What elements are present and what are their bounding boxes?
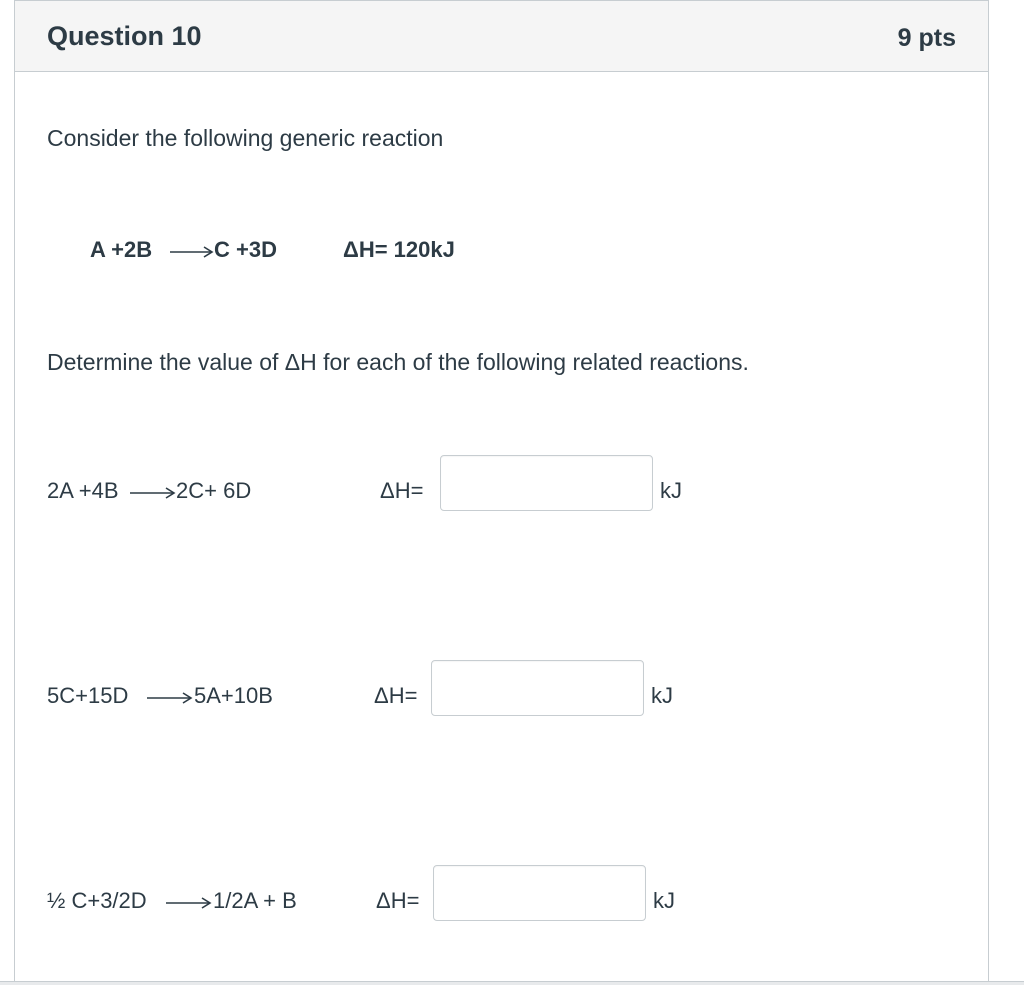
question-points: 9 pts (897, 24, 956, 52)
reaction-3-reactants: ½ C+3/2D (47, 888, 147, 913)
reaction-2-reactants: 5C+15D (47, 683, 129, 708)
reaction-2-products: 5A+10B (194, 683, 273, 708)
page-bottom-divider (0, 981, 1024, 985)
main-reaction-reactants: A +2B (90, 237, 153, 262)
main-reaction-delta-h: ΔH= 120kJ (343, 237, 455, 262)
reaction-arrow-icon (165, 896, 213, 910)
reaction-2-unit: kJ (651, 683, 673, 708)
question-header (15, 1, 988, 72)
reaction-arrow-icon (146, 691, 194, 705)
reaction-2-delta-label: ΔH= (374, 683, 418, 708)
reaction-3-unit: kJ (653, 888, 675, 913)
reaction-1-delta-label: ΔH= (380, 478, 424, 503)
reaction-1-products: 2C+ 6D (176, 478, 252, 503)
intro-text: Consider the following generic reaction (47, 125, 444, 151)
question-title: Question 10 (47, 21, 202, 51)
reaction-3-delta-label: ΔH= (376, 888, 420, 913)
main-reaction-products: C +3D (214, 237, 277, 262)
reaction-1-reactants: 2A +4B (47, 478, 119, 503)
reaction-1-unit: kJ (660, 478, 682, 503)
reaction-arrow-icon (169, 245, 215, 259)
reaction-arrow-icon (129, 486, 177, 500)
reaction-2-answer-input[interactable] (431, 660, 644, 716)
reaction-1-answer-input[interactable] (440, 455, 653, 511)
reaction-3-products: 1/2A + B (213, 888, 297, 913)
instruction-text: Determine the value of ΔH for each of the following related reactions. (47, 349, 749, 375)
reaction-3-answer-input[interactable] (433, 865, 646, 921)
question-card (14, 0, 989, 985)
